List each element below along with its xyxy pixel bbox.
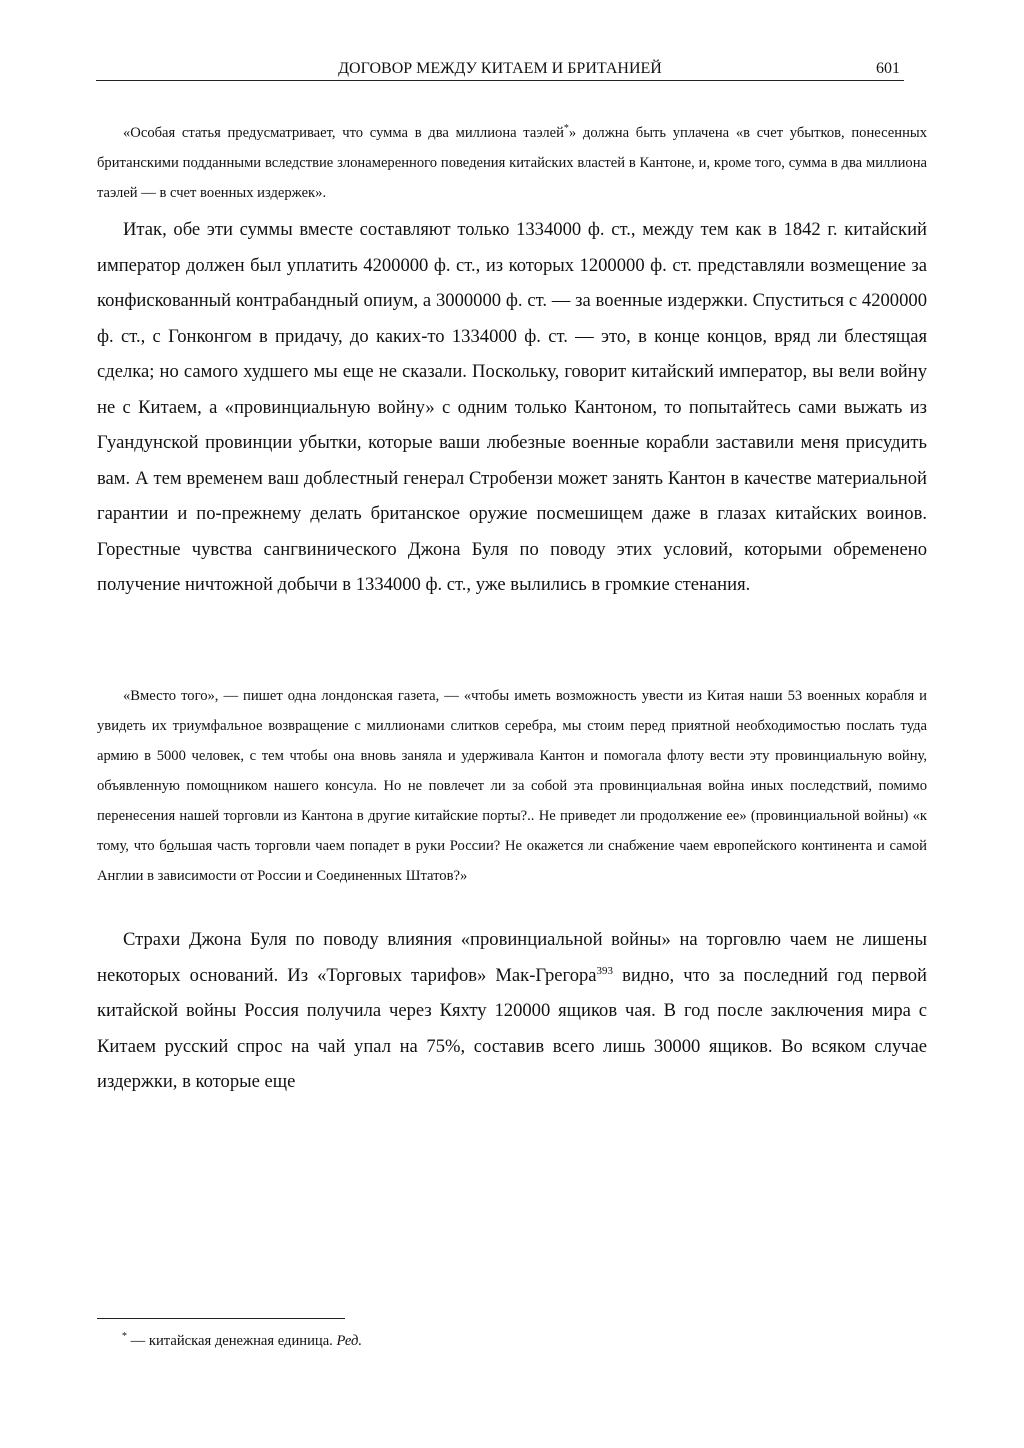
- citation-marker: 393: [596, 964, 614, 977]
- footnote-text: — китайская денежная единица.: [127, 1333, 337, 1349]
- body-paragraph: [97, 922, 927, 1100]
- paragraph-text: видно, что за последний год первой китайской войны Россия получила через Кяхту 120000 ящиков чая. В год после заключения мира с Китаем русский спрос на чай упал на 75%, составив всего лишь 30000 ящиков. Во всяком случае издержки, в которые еще: [97, 964, 927, 1092]
- quotation-text: » должна быть уплачена «в счет убытков, понесенных британскими подданными вследствие злонамеренного поведения китайских властей в Кантоне, и, кроме того, сумма в два миллиона таэлей — в счет военных издержек».: [97, 125, 927, 201]
- footnote-marker: *: [563, 123, 569, 135]
- footnote: [122, 1330, 362, 1352]
- footnote-divider: [97, 1318, 345, 1319]
- stress-mark-letter: о: [166, 838, 174, 854]
- quotation-text: льшая часть торговли чаем попадет в руки России? Не окажется ли снабжение чаем европейского континента и самой Англии в зависимости от России и Соединенных Штатов?»: [97, 838, 927, 884]
- footnote-marker: *: [122, 1331, 127, 1343]
- body-paragraph: Итак, обе эти суммы вместе составляют только 1334000 ф. ст., между тем как в 1842 г. китайский император должен был уплатить 4200000 ф. ст., из которых 1200000 ф. ст. представляли возмещение за конфискованный контрабандный опиум, а 3000000 ф. ст. — за военные издержки. Спуститься с 4200000 ф. ст., с Гонконгом в придачу, до каких-то 1334000 ф. ст. — это, в конце концов, вряд ли блестящая сделка; но самого худшего мы еще не сказали. Поскольку, говорит китайский император, вы вели войну не с Китаем, а «провинциальную войну» с одним только Кантоном, то попытайтесь сами выжать из Гуандунской провинции убытки, которые ваши любезные военные корабли заставили меня присудить вам. А тем временем ваш доблестный генерал Стробензи может занять Кантон в качестве материальной гарантии и по-прежнему делать британское оружие посмешищем даже в глазах китайских воинов. Горестные чувства сангвинического Джона Буля по поводу этих условий, которыми обременено получение ничтожной добычи в 1334000 ф. ст., уже вылились в громкие стенания.: [97, 219, 927, 595]
- running-header: [96, 58, 904, 81]
- quotation-text: «Особая статья предусматривает, что сумма в два миллиона таэлей: [123, 125, 564, 141]
- quotation-block: [97, 681, 927, 891]
- header-title: ДОГОВОР МЕЖДУ КИТАЕМ И БРИТАНИЕЙ: [338, 60, 662, 77]
- quotation-text: «Вместо того», — пишет одна лондонская газета, — «чтобы иметь возможность увести из Китая наши 53 военных корабля и увидеть их триумфальное возвращение с миллионами слитков серебра, мы стоим перед приятной необходимостью послать туда армию в 5000 человек, с тем чтобы она вновь заняла и удерживала Кантон и помогала флоту вести эту провинциальную войну, объявленную помощником нашего консула. Но не повлечет ли за собой эта провинциальная война иных последствий, помимо перенесения нашей торговли из Кантона в другие китайские порты?.. Не приведет ли продолжение ее» (провинциальной войны) «к тому, что б: [97, 688, 927, 854]
- paragraph-text: Страхи Джона Буля по поводу влияния «провинциальной войны» на торговлю чаем не лишены некоторых оснований. Из «Торговых тарифов» Мак-Грегора: [97, 929, 927, 986]
- page-number: 601: [876, 60, 900, 77]
- quotation-block: [97, 118, 927, 208]
- footnote-editor-note: Ред.: [336, 1333, 363, 1349]
